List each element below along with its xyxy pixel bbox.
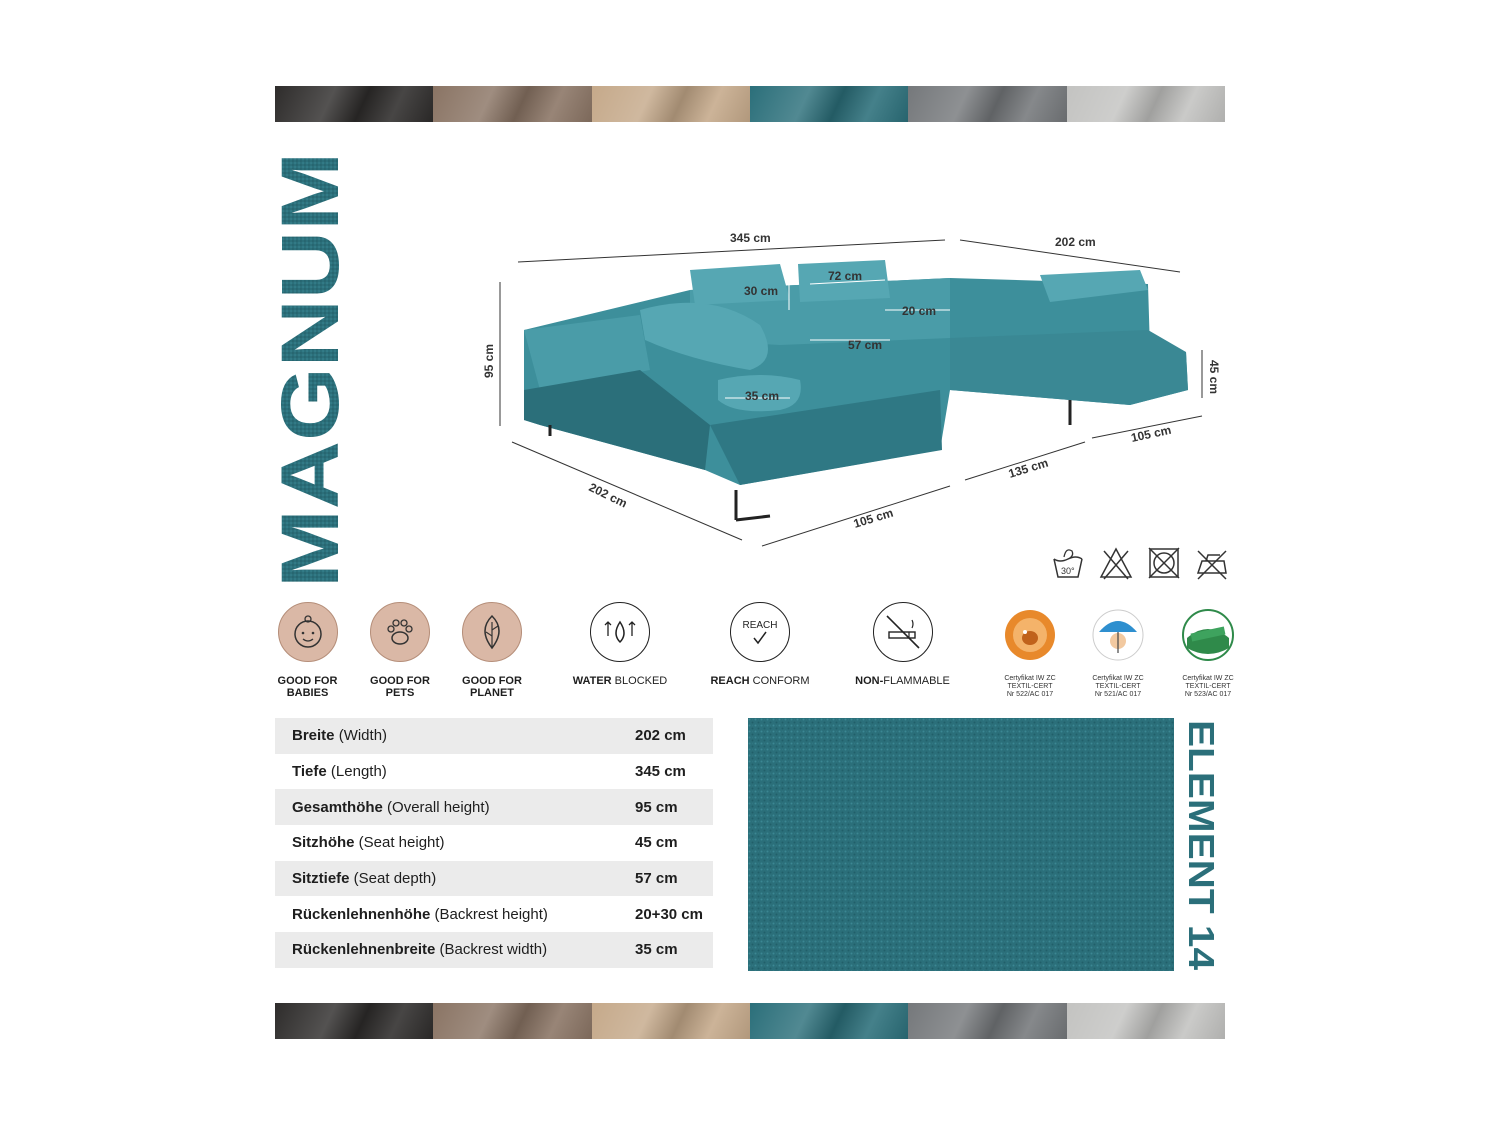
product-title [265,150,356,590]
spec-row [275,718,713,754]
spec-name: Sitzhöhe [292,834,355,852]
color-swatches-bottom [275,1003,1225,1039]
feature-babies [270,602,345,699]
feature-non-flammable [845,602,960,687]
certificate-human [1168,608,1248,699]
dim-middle: 135 cm [1006,455,1050,481]
spec-row [275,861,713,897]
fabric-color-name-text: ELEMENT 14 [1181,720,1222,943]
spec-row [275,789,713,825]
spec-value: 45 cm [635,834,678,852]
fabric-swatch-large [748,718,1174,971]
reach-check-icon [730,602,790,662]
dim-length-top: 345 cm [730,231,771,245]
spec-value: 95 cm [635,798,678,816]
wash-temp: 30° [1061,566,1075,576]
sofa-dimension-diagram [480,220,1240,560]
feature-planet-line1: GOOD FOR [462,675,522,687]
feature-reach-conform [700,602,820,687]
certificate-animals [990,608,1070,699]
dim-chaise-left: 105 cm [851,505,895,531]
cert-human-line1: Certyfikat IW ZC [1182,675,1234,682]
cert-human-line2: TEXTIL-CERT [1185,683,1231,690]
spec-row [275,932,713,968]
hand-wash-icon [1050,545,1086,581]
no-smoking-icon [873,602,933,662]
feature-pets-line2: PETS [385,687,415,699]
cert-children-line3: Nr 521/AC 017 [1094,691,1142,698]
spec-name: Tiefe [292,763,327,781]
spec-value: 57 cm [635,870,678,888]
spec-row [275,896,713,932]
swatch-teal[interactable] [750,86,908,122]
spec-table [275,718,713,968]
dim-armrest: 35 cm [745,389,780,403]
swatch-beige[interactable] [592,86,750,122]
swatch-grey[interactable] [908,1003,1066,1039]
swatch-light-grey[interactable] [1067,1003,1225,1039]
spec-name-en: (Backrest height) [430,905,548,923]
spec-name-en: (Width) [334,727,388,745]
leaf-icon [462,602,522,662]
feature-reach-thin: CONFORM [749,675,810,687]
cert-children-line2: TEXTIL-CERT [1095,683,1141,690]
feature-babies-line1: GOOD FOR [277,675,338,687]
dim-right-depth: 202 cm [1055,235,1096,249]
cert-human-line3: Nr 523/AC 017 [1184,691,1232,698]
no-bleach-icon [1098,545,1134,581]
dim-headrest-height: 30 cm [744,284,779,298]
dim-seat-depth: 57 cm [848,338,883,352]
spec-name-en: (Seat height) [354,834,445,852]
feature-water-thin: BLOCKED [611,675,668,687]
spec-name-en: (Length) [326,763,387,781]
spec-value: 35 cm [635,941,678,959]
spec-name-en: (Backrest width) [435,941,548,959]
dim-chaise-right: 105 cm [1129,422,1173,445]
feature-babies-line2: BABIES [286,687,329,699]
care-instructions [1050,545,1230,581]
sofa-shape [524,260,1188,485]
spec-name: Rückenlehnenhöhe [292,905,431,923]
spec-value: 345 cm [635,763,686,781]
cert-animals-line3: Nr 522/AC 017 [1006,691,1054,698]
feature-flame-bold: NON- [855,675,884,687]
spec-name: Rückenlehnenbreite [292,941,436,959]
dim-backrest-extra: 20 cm [902,304,937,318]
spec-name: Gesamthöhe [292,798,383,816]
cert-animals-line1: Certyfikat IW ZC [1004,675,1056,682]
no-iron-icon [1194,545,1230,581]
spec-name-en: (Overall height) [382,798,490,816]
child-safe-badge-icon [1091,608,1145,662]
feature-planet-line2: PLANET [470,687,514,699]
swatch-light-grey[interactable] [1067,86,1225,122]
feature-water-bold: WATER [572,675,612,687]
cert-animals-line2: TEXTIL-CERT [1007,683,1053,690]
spec-row [275,825,713,861]
swatch-black[interactable] [275,1003,433,1039]
color-swatches-top [275,86,1225,122]
swatch-teal[interactable] [750,1003,908,1039]
feature-pets-line1: GOOD FOR [370,675,430,687]
swatch-black[interactable] [275,86,433,122]
feature-flame-thin: FLAMMABLE [883,675,950,687]
dim-seat-height: 45 cm [1207,360,1221,395]
cert-children-line1: Certyfikat IW ZC [1092,675,1144,682]
reach-badge-text: REACH [742,620,778,631]
swatch-beige[interactable] [592,1003,750,1039]
swatch-grey[interactable] [908,86,1066,122]
product-title-text: MAGNUM [265,209,356,588]
animal-safe-badge-icon [1003,608,1057,662]
feature-reach-bold: REACH [710,675,750,687]
baby-face-icon [278,602,338,662]
spec-name: Sitztiefe [292,870,350,888]
paw-icon [370,602,430,662]
spec-name-en: (Seat depth) [349,870,437,888]
feature-pets [360,602,440,699]
certificate-children [1078,608,1158,699]
no-tumble-dry-icon [1146,545,1182,581]
spec-value: 20+30 cm [635,905,703,923]
spec-value: 202 cm [635,727,686,745]
dim-left-depth: 202 cm [586,480,630,511]
swatch-taupe[interactable] [433,86,591,122]
water-drop-icon [590,602,650,662]
spec-row [275,754,713,790]
dim-overall-height: 95 cm [482,343,496,378]
feature-water-blocked [565,602,675,687]
feature-planet [452,602,532,699]
fabric-color-name [1183,718,1223,972]
human-friendly-badge-icon [1181,608,1235,662]
swatch-taupe[interactable] [433,1003,591,1039]
dim-headrest-width: 72 cm [828,269,863,283]
feature-badges [270,602,1234,712]
spec-name: Breite [292,727,335,745]
